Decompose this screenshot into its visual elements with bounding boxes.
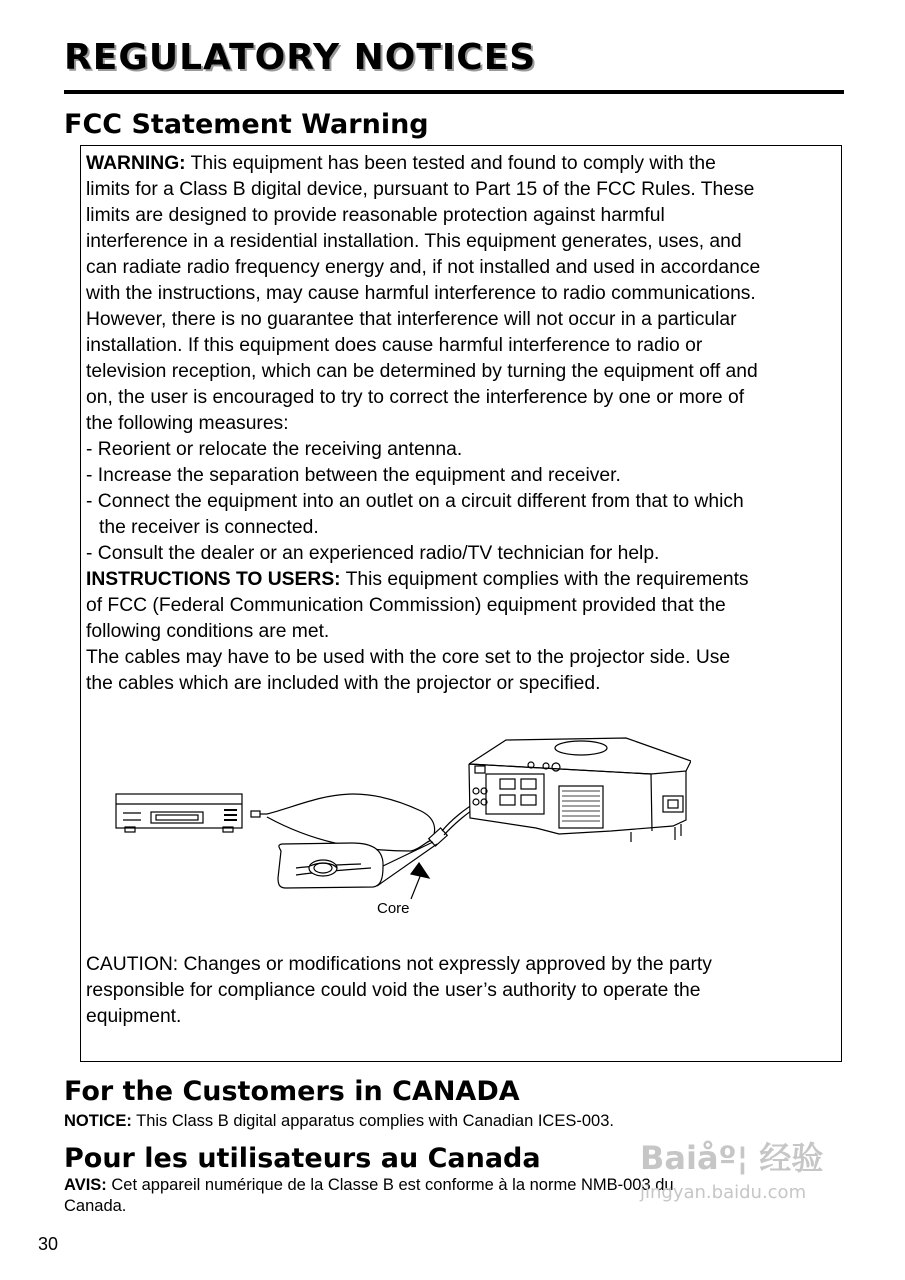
measure-item: - Consult the dealer or an experienced radio/TV technician for help. [86, 543, 660, 564]
page-title: REGULATORY NOTICES [64, 37, 537, 78]
warning-line: limits for a Class B digital device, pursuant to Part 15 of the FCC Rules. These [86, 179, 755, 200]
caution-line: CAUTION: Changes or modifications not expressly approved by the party [86, 954, 712, 975]
watermark-brand: Baiåº¦ 经验 [640, 1139, 824, 1177]
instructions-line: INSTRUCTIONS TO USERS: This equipment complies with the requirements [86, 569, 749, 590]
warning-line: installation. If this equipment does cause harmful interference to radio or [86, 335, 703, 356]
warning-line: with the instructions, may cause harmful interference to radio communications. [86, 283, 756, 304]
instructions-line: The cables may have to be used with the core set to the projector side. Use [86, 647, 731, 668]
measure-item: - Increase the separation between the equipment and receiver. [86, 465, 621, 486]
warning-line: WARNING: This equipment has been tested and found to comply with the [86, 153, 716, 174]
vcr-device [116, 794, 242, 832]
warning-line: on, the user is encouraged to try to correct the interference by one or more of [86, 387, 745, 408]
instructions-line: of FCC (Federal Communication Commission) equipment provided that the [86, 595, 726, 616]
warning-line: limits are designed to provide reasonable protection against harmful [86, 205, 665, 226]
watermark [640, 1139, 824, 1203]
warning-label: WARNING: [86, 153, 186, 174]
notice-label: NOTICE: [64, 1112, 132, 1130]
instructions-line: the cables which are included with the projector or specified. [86, 673, 601, 694]
watermark-url: jingyan.baidu.com [640, 1182, 807, 1203]
warning-line: can radiate radio frequency energy and, if not installed and used in accordance [86, 257, 761, 278]
cable-core-diagram [111, 716, 691, 906]
canada-fr-avis-continuation: Canada. [64, 1197, 127, 1215]
canada-heading: For the Customers in CANADA [64, 1076, 520, 1107]
caution-line: responsible for compliance could void the user’s authority to operate the [86, 980, 701, 1001]
projector-device [469, 738, 691, 842]
warning-line: television reception, which can be determined by turning the equipment off and [86, 361, 758, 382]
core-label: Core [377, 900, 410, 917]
caution-text [86, 952, 841, 1030]
instructions-label: INSTRUCTIONS TO USERS: [86, 569, 341, 590]
avis-label: AVIS: [64, 1176, 107, 1194]
canada-notice: NOTICE: This Class B digital apparatus complies with Canadian ICES-003. [64, 1112, 614, 1130]
warning-line: the following measures: [86, 413, 289, 434]
fcc-heading: FCC Statement Warning [64, 109, 429, 140]
warning-line: interference in a residential installation. This equipment generates, uses, and [86, 231, 742, 252]
title-rule [64, 90, 844, 94]
caution-line: equipment. [86, 1006, 182, 1027]
warning-line: However, there is no guarantee that interference will not occur in a particular [86, 309, 737, 330]
canada-fr-heading: Pour les utilisateurs au Canada [64, 1143, 541, 1174]
measure-item: - Connect the equipment into an outlet on a circuit different from that to which [86, 491, 744, 512]
page-number: 30 [38, 1234, 59, 1254]
canada-fr-avis: AVIS: Cet appareil numérique de la Classe B est conforme à la norme NMB-003 du [64, 1176, 674, 1194]
fcc-statement-box [80, 145, 842, 1062]
fcc-text-block [86, 151, 841, 697]
measure-item-continuation: the receiver is connected. [99, 517, 319, 538]
measure-item: - Reorient or relocate the receiving antenna. [86, 439, 463, 460]
instructions-line: following conditions are met. [86, 621, 330, 642]
